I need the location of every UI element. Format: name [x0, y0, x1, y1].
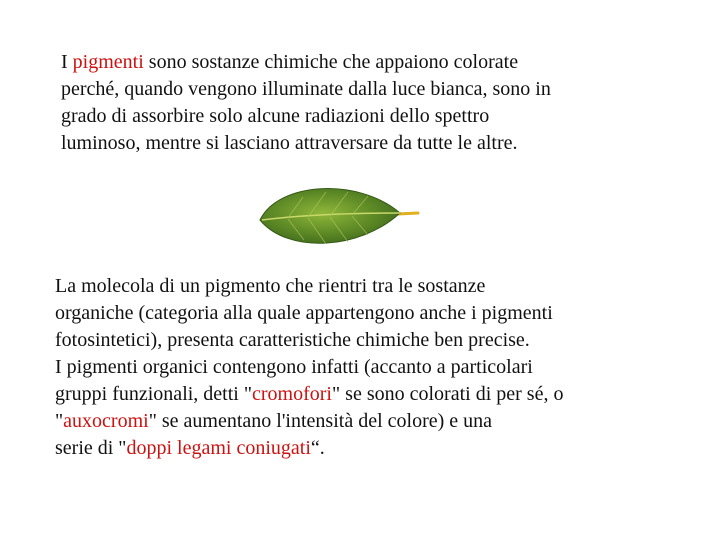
text-fragment: gruppi funzionali, detti ": [55, 383, 253, 405]
text-fragment: ": [55, 410, 64, 432]
molecule-line-1: La molecola di un pigmento che rientri tra le sostanze: [55, 275, 486, 297]
intro-line-2: perché, quando vengono illuminate dalla luce bianca, sono in: [61, 78, 551, 100]
leaf-image: [248, 172, 423, 262]
intro-paragraph: [61, 49, 551, 157]
molecule-line-5: [55, 381, 563, 408]
text-fragment: serie di ": [55, 437, 127, 459]
text-fragment: " se sono colorati di per sé, o: [332, 383, 564, 405]
molecule-line-7: [55, 435, 563, 462]
text-fragment: " se aumentano l'intensità del colore) e una: [148, 410, 493, 432]
highlight-auxocromi: auxocromi: [63, 410, 149, 432]
highlight-cromofori: cromofori: [252, 383, 332, 405]
leaf-stem: [398, 213, 418, 214]
highlight-doppi-legami: doppi legami coniugati: [126, 437, 311, 459]
intro-line-1: [61, 49, 551, 76]
text-fragment: “.: [310, 437, 325, 459]
intro-line-4: luminoso, mentre si lasciano attraversare da tutte le altre.: [61, 132, 518, 154]
molecule-paragraph: [55, 273, 563, 462]
molecule-line-6: [55, 408, 563, 435]
molecule-line-2: organiche (categoria alla quale appartengono anche i pigmenti: [55, 302, 553, 324]
intro-line-3: grado di assorbire solo alcune radiazioni dello spettro: [61, 105, 490, 127]
molecule-line-4: I pigmenti organici contengono infatti (accanto a particolari: [55, 356, 533, 378]
molecule-line-3: fotosintetici), presenta caratteristiche chimiche ben precise.: [55, 329, 530, 351]
highlight-pigmenti: pigmenti: [72, 51, 144, 73]
text-fragment: sono sostanze chimiche che appaiono colorate: [143, 51, 519, 73]
text-fragment: I: [61, 51, 73, 73]
